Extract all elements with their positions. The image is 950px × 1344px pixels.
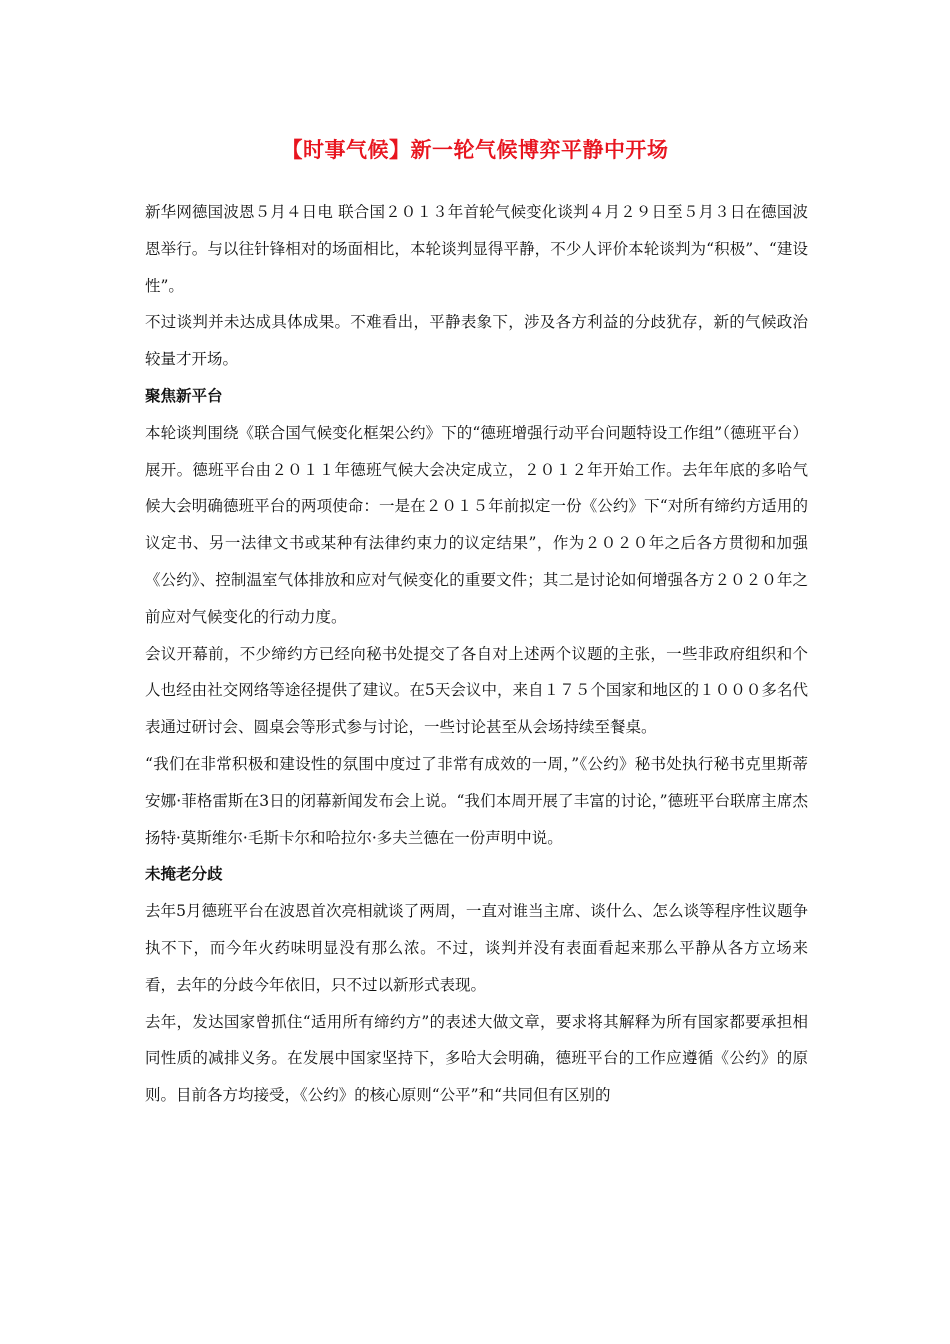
paragraph: “我们在非常积极和建设性的氛围中度过了非常有成效的一周，”《公约》秘书处执行秘书克里斯蒂安娜·菲格雷斯在3日的闭幕新闻发布会上说。“我们本周开展了丰富的讨论，”德班平台联席主席杰扬特·莫斯维尔·毛斯卡尔和哈拉尔·多夫兰德在一份声明中说。 <box>145 754 808 847</box>
paragraph: 去年，发达国家曾抓住“适用所有缔约方”的表述大做文章，要求将其解释为所有国家都要承担相同性质的减排义务。在发展中国家坚持下，多哈大会明确，德班平台的工作应遵循《公约》的原则。目前各方均接受，《公约》的核心原则“公平”和“共同但有区别的 <box>145 1012 808 1105</box>
section-heading: 未掩老分歧 <box>145 865 223 884</box>
document-title: 【时事气候】新一轮气候博弈平静中开场 <box>281 138 669 163</box>
section-heading: 聚焦新平台 <box>145 386 223 405</box>
paragraph: 去年5月德班平台在波恩首次亮相就谈了两周，一直对谁当主席、谈什么、怎么谈等程序性议题争执不下，而今年火药味明显没有那么浓。不过，谈判并没有表面看起来那么平静从各方立场来看，去年的分歧今年依旧，只不过以新形式表现。 <box>145 902 808 994</box>
paragraph: 本轮谈判围绕《联合国气候变化框架公约》下的“德班增强行动平台问题特设工作组”（德班平台）展开。德班平台由２０１１年德班气候大会决定成立，２０１２年开始工作。去年年底的多哈气候大会明确德班平台的两项使命：一是在２０１５年前拟定一份《公约》下“对所有缔约方适用的议定书、另一法律文书或某种有法律约束力的议定结果”，作为２０２０年之后各方贯彻和加强《公约》、控制温室气体排放和应对气候变化的重要文件；其二是讨论如何增强各方２０２０年之前应对气候变化的行动力度。 <box>145 423 808 626</box>
paragraph: 不过谈判并未达成具体成果。不难看出，平静表象下，涉及各方利益的分歧犹存，新的气候政治较量才开场。 <box>145 313 808 369</box>
paragraph: 新华网德国波恩５月４日电 联合国２０１３年首轮气候变化谈判４月２９日至５月３日在德国波恩举行。与以往针锋相对的场面相比，本轮谈判显得平静，不少人评价本轮谈判为“积极”、“建设性”。 <box>145 203 808 295</box>
paragraph: 会议开幕前，不少缔约方已经向秘书处提交了各自对上述两个议题的主张，一些非政府组织和个人也经由社交网络等途径提供了建议。在5天会议中，来自１７５个国家和地区的１０００多名代表通过研讨会、圆桌会等形式参与讨论，一些讨论甚至从会场持续至餐桌。 <box>145 644 808 737</box>
article-body <box>145 194 808 1114</box>
